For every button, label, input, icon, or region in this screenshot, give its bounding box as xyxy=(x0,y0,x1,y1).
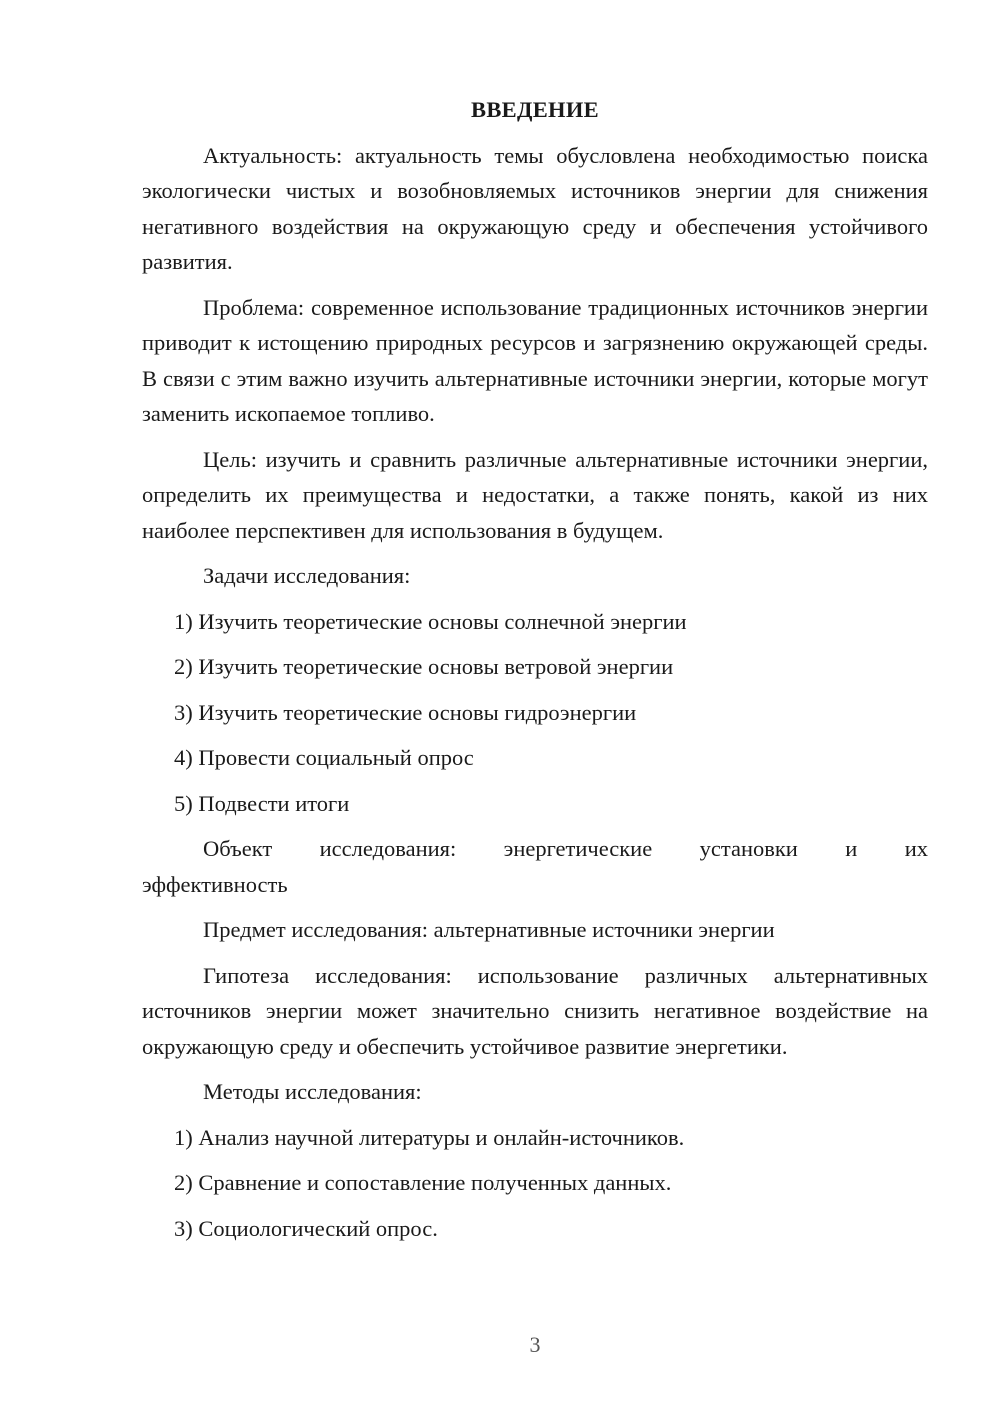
relevance-paragraph: Актуальность: актуальность темы обусловлена необходимостью поиска экологически чистых и возобновляемых источников энергии для снижения негативного воздействия на окружающую среду и обеспечения устойчивого развития. xyxy=(142,142,928,274)
tasks-heading: Задачи исследования: xyxy=(203,563,411,588)
method-item-1: 1) Анализ научной литературы и онлайн-источников. xyxy=(174,1124,685,1150)
task-item-1: 1) Изучить теоретические основы солнечной энергии xyxy=(174,608,687,634)
object-paragraph-line2: эффективность xyxy=(142,871,288,897)
hypothesis-paragraph: Гипотеза исследования: использование различных альтернативных источников энергии может значительно снизить негативное воздействие на окружающую среду и обеспечить устойчивое развитие энергетики. xyxy=(142,962,928,1059)
task-item-3: 3) Изучить теоретические основы гидроэнергии xyxy=(174,699,637,725)
methods-heading: Методы исследования: xyxy=(203,1079,422,1104)
problem-paragraph: Проблема: современное использование традиционных источников энергии приводит к истощению природных ресурсов и загрязнению окружающей среды. В связи с этим важно изучить альтернативные источники энергии, которые могут заменить ископаемое топливо. xyxy=(142,294,928,426)
page-title: ВВЕДЕНИЕ xyxy=(471,97,599,122)
goal-paragraph: Цель: изучить и сравнить различные альтернативные источники энергии, определить их преимущества и недостатки, а также понять, какой из них наиболее перспективен для использования в будущем. xyxy=(142,446,928,543)
method-item-3: 3) Социологический опрос. xyxy=(174,1215,438,1241)
task-item-4: 4) Провести социальный опрос xyxy=(174,745,474,770)
page-number: 3 xyxy=(529,1332,541,1357)
task-item-5: 5) Подвести итоги xyxy=(174,790,350,816)
method-item-2: 2) Сравнение и сопоставление полученных данных. xyxy=(174,1170,672,1195)
document-page xyxy=(142,92,928,1256)
subject-paragraph: Предмет исследования: альтернативные источники энергии xyxy=(203,917,775,942)
task-item-2: 2) Изучить теоретические основы ветровой энергии xyxy=(174,654,674,679)
object-paragraph-line1: Объект исследования: энергетические установки и их xyxy=(203,836,928,861)
